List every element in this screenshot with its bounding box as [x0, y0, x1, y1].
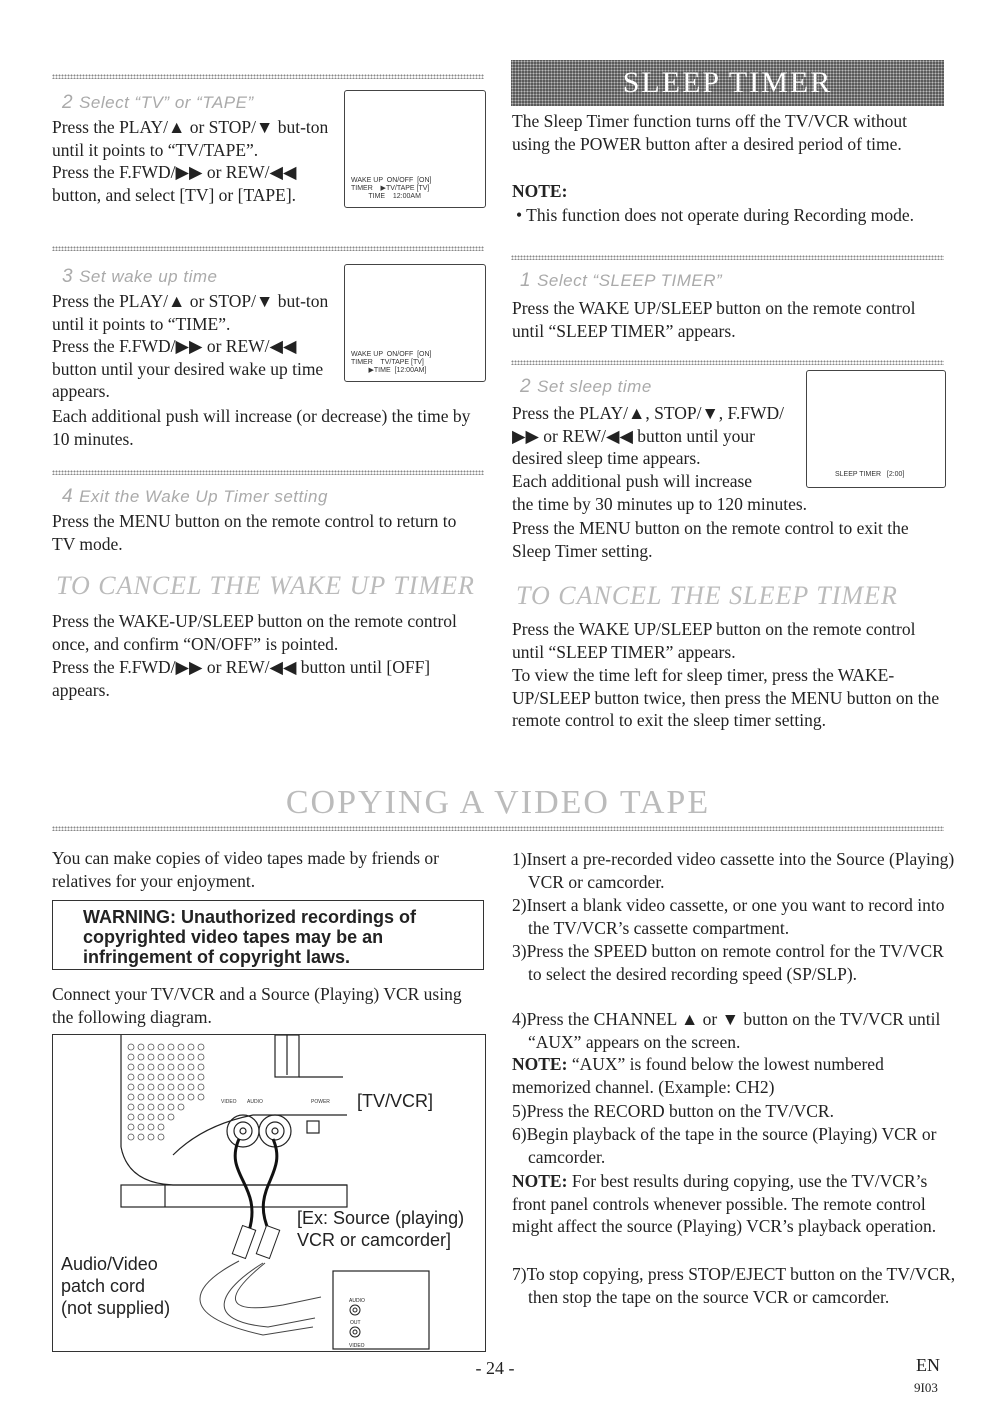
source-audio-label: AUDIO	[349, 1298, 365, 1304]
tvvcr-label: [TV/VCR]	[357, 1091, 434, 1111]
step-title: Set wake up time	[79, 267, 218, 286]
divider	[52, 74, 484, 79]
divider	[511, 360, 944, 365]
sleep-step-2-text-2b: the time by 30 minutes up to 120 minutes.	[512, 494, 808, 514]
note-text: For best results during copying, use the TV/VCR’s front panel controls whenever possible. The remote control might affect the source (Playing) VCR’s playback operation.	[512, 1171, 937, 1236]
step-number: 1	[520, 270, 532, 291]
document-code: 9I03	[914, 1380, 938, 1395]
note-label	[512, 180, 567, 203]
cable-loop	[200, 1261, 321, 1335]
step-title: Select “TV” or “TAPE”	[79, 93, 254, 112]
copy-note-2	[512, 1170, 942, 1238]
page-number: - 24 -	[475, 1358, 515, 1378]
cancel-sleep-text-2: To view the time left for sleep timer, press the WAKE-UP/SLEEP button twice, then press the MENU button on the remote control to exit the sleep timer setting.	[512, 665, 940, 730]
step-title: Set sleep time	[537, 377, 652, 396]
note-label-text: NOTE:	[512, 181, 568, 201]
copy-step-7: 7)To stop copying, press STOP/EJECT button on the TV/VCR, then stop the tape on the source VCR or camcorder.	[512, 1264, 956, 1307]
sleep-step-1-heading	[520, 270, 722, 292]
copy-step-2: 2)Insert a blank video cassette, or one you want to record into the TV/VCR’s cassette compartment.	[512, 895, 945, 938]
step-3-text-2: Press the F.FWD/▶▶ or REW/◀◀ button until your desired wake up time appears.	[52, 336, 324, 401]
copy-step-3: 3)Press the SPEED button on remote control for the TV/VCR to select the desired recording speed (SP/SLP).	[512, 941, 944, 984]
cancel-sleep-title: TO CANCEL THE SLEEP TIMER	[516, 581, 898, 610]
note-label: NOTE:	[512, 1171, 568, 1191]
cancel-wake-up-title: TO CANCEL THE WAKE UP TIMER	[56, 571, 475, 600]
step-number: 4	[62, 486, 74, 507]
copy-connect: Connect your TV/VCR and a Source (Playing) VCR using the following diagram.	[52, 984, 462, 1027]
step-number: 2	[62, 92, 74, 113]
warning-box: WARNING: Unauthorized recordings of copyrighted video tapes may be an infringement of copyright laws.	[52, 900, 484, 970]
copy-note-1	[512, 1053, 942, 1098]
step-3-text-1: Press the PLAY/▲ or STOP/▼ but-ton until it points to “TIME”.	[52, 291, 329, 334]
divider	[52, 826, 944, 831]
display-text: WAKE UP ON/OFF [ON] TIMER TV/TAPE [TV] ▶TIME [12:00AM]	[351, 351, 432, 374]
wake-up-tv-tape-display	[344, 90, 486, 208]
sleep-intro: The Sleep Timer function turns off the TV/VCR without using the POWER button after a desired period of time.	[512, 111, 908, 154]
panel-video-label: VIDEO	[221, 1099, 237, 1105]
step-2-text-2: Press the F.FWD/▶▶ or REW/◀◀ button, and select [TV] or [TAPE].	[52, 162, 297, 205]
cancel-wake-up-text-2: Press the F.FWD/▶▶ or REW/◀◀ button until [OFF] appears.	[52, 657, 431, 700]
step-4-text: Press the MENU button on the remote control to return to TV mode.	[52, 511, 457, 554]
connection-diagram	[52, 1034, 486, 1352]
plugs	[232, 1226, 279, 1259]
source-out-label: OUT	[350, 1320, 361, 1326]
note-item: • This function does not operate during Recording mode.	[516, 205, 915, 225]
sleep-timer-display	[806, 370, 946, 488]
copy-step-6: 6)Begin playback of the tape in the source (Playing) VCR or camcorder.	[512, 1124, 937, 1167]
step-title: Select “SLEEP TIMER”	[537, 271, 723, 290]
sleep-step-2-heading	[520, 376, 652, 398]
step-number: 2	[520, 376, 532, 397]
panel-power-label: POWER	[311, 1099, 330, 1105]
sleep-step-2-text-1: Press the PLAY/▲, STOP/▼, F.FWD/▶▶ or REW/◀◀ button until your desired sleep time appears.	[512, 403, 784, 468]
source-video-label: VIDEO	[349, 1343, 365, 1349]
step-2-heading	[62, 92, 254, 114]
sleep-step-1-text: Press the WAKE UP/SLEEP button on the remote control until “SLEEP TIMER” appears.	[512, 298, 916, 341]
panel-audio-label: AUDIO	[247, 1099, 263, 1105]
copy-step-5: 5)Press the RECORD button on the TV/VCR.	[512, 1101, 834, 1121]
sleep-step-2-text-2a: Each additional push will increase	[512, 471, 753, 491]
copy-intro: You can make copies of video tapes made by friends or relatives for your enjoyment.	[52, 848, 440, 891]
display-text: SLEEP TIMER [2:00]	[835, 471, 905, 478]
step-3-text-3: Each additional push will increase (or decrease) the time by 10 minutes.	[52, 406, 471, 449]
note-label: NOTE:	[512, 1054, 568, 1074]
speaker-grille	[128, 1044, 204, 1140]
step-number: 3	[62, 266, 74, 287]
step-2-text-1: Press the PLAY/▲ or STOP/▼ but-ton until it points to “TV/TAPE”.	[52, 117, 329, 160]
display-text: WAKE UP ON/OFF [ON] TIMER ▶TV/TAPE [TV] TIME 12:00AM	[351, 177, 432, 200]
cancel-wake-up-text-1: Press the WAKE-UP/SLEEP button on the remote control once, and confirm “ON/OFF” is pointed.	[52, 611, 457, 654]
note-text: “AUX” is found below the lowest numbered memorized channel. (Example: CH2)	[512, 1054, 884, 1097]
step-3-heading	[62, 266, 217, 288]
divider	[52, 470, 484, 475]
copy-step-4: 4)Press the CHANNEL ▲ or ▼ button on the TV/VCR until “AUX” appears on the screen.	[512, 1009, 941, 1052]
copying-title: COPYING A VIDEO TAPE	[285, 784, 711, 821]
language-code: EN	[916, 1355, 940, 1375]
source-label: [Ex: Source (playing) VCR or camcorder]	[297, 1208, 465, 1250]
copy-step-1: 1)Insert a pre-recorded video cassette into the Source (Playing) VCR or camcorder.	[512, 849, 955, 892]
divider	[511, 255, 944, 260]
cancel-sleep-text-1: Press the WAKE UP/SLEEP button on the remote control until “SLEEP TIMER” appears.	[512, 619, 916, 662]
source-panel	[333, 1271, 429, 1349]
patch-cord-label: Audio/Video patch cord (not supplied)	[61, 1254, 171, 1318]
sleep-step-2-text-3: Press the MENU button on the remote control to exit the Sleep Timer setting.	[512, 518, 909, 561]
wake-up-time-display	[344, 264, 486, 382]
step-title: Exit the Wake Up Timer setting	[79, 487, 328, 506]
step-4-heading	[62, 486, 328, 508]
sleep-timer-banner: SLEEP TIMER	[511, 60, 944, 106]
divider	[52, 246, 484, 251]
